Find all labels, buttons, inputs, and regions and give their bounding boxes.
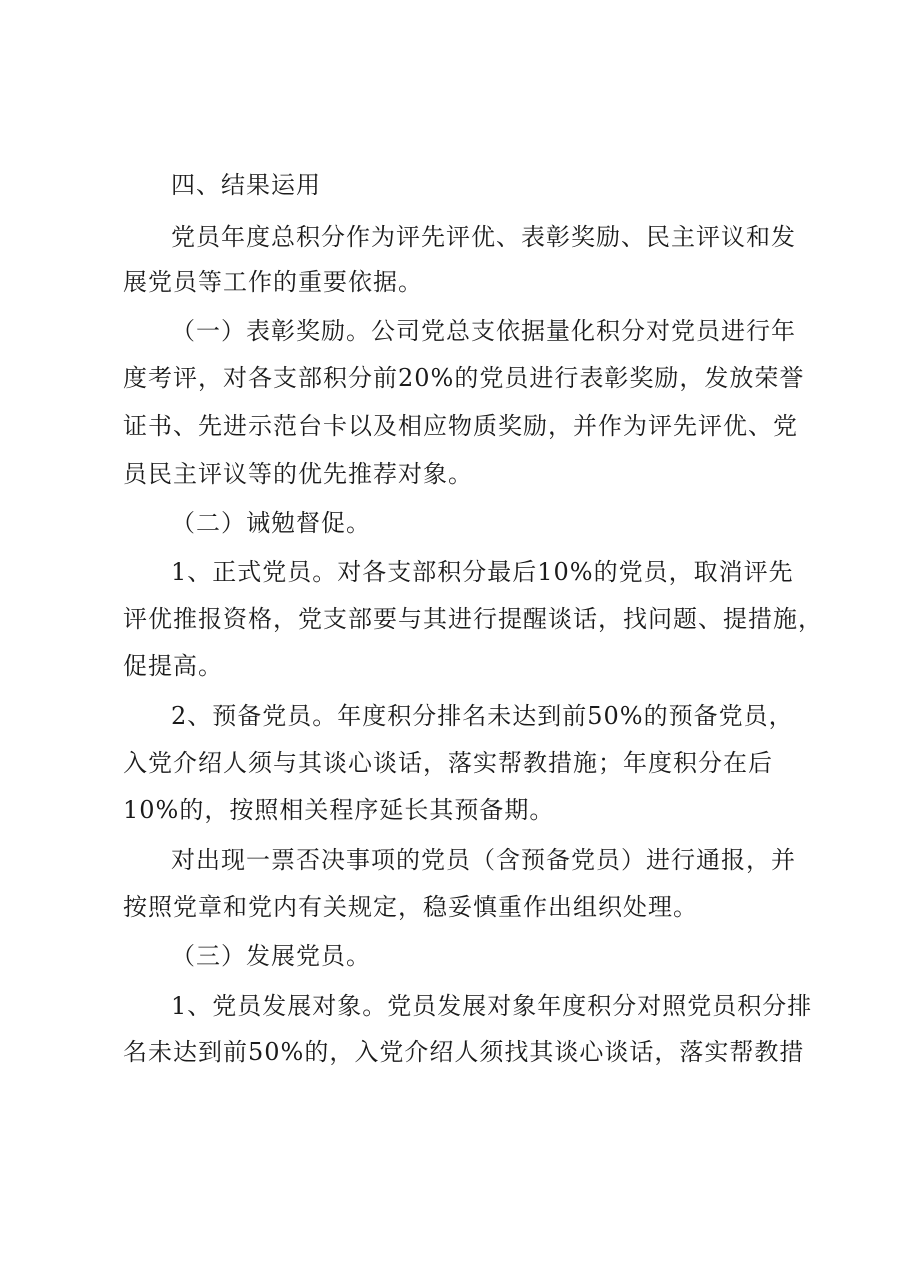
paragraph-line: 党员年度总积分作为评先评优、表彰奖励、民主评议和发 (171, 223, 796, 251)
paragraph-line: 展党员等工作的重要依据。 (123, 268, 423, 296)
paragraph-line: 2、预备党员。年度积分排名未达到前50%的预备党员， (171, 702, 794, 730)
subheading-development: （三）发展党员。 (171, 942, 371, 970)
paragraph-line: 名未达到前50%的，入党介绍人须找其谈心谈话，落实帮教措 (123, 1038, 805, 1066)
paragraph-line: 1、党员发展对象。党员发展对象年度积分对照党员积分排 (171, 992, 813, 1020)
subheading-admonition: （二）诫勉督促。 (171, 509, 371, 537)
paragraph-line: 10%的，按照相关程序延长其预备期。 (123, 796, 555, 824)
paragraph-line: 1、正式党员。对各支部积分最后10%的党员，取消评先 (171, 558, 794, 586)
subheading-commendation: （一）表彰奖励。公司党总支依据量化积分对党员进行年 (171, 317, 796, 345)
paragraph-line: 按照党章和党内有关规定，稳妥慎重作出组织处理。 (123, 893, 698, 921)
paragraph-line: 度考评，对各支部积分前20%的党员进行表彰奖励，发放荣誉 (123, 364, 805, 392)
paragraph-line: 评优推报资格，党支部要与其进行提醒谈话，找问题、提措施， (123, 605, 823, 633)
paragraph-line: 促提高。 (123, 652, 223, 680)
paragraph-line: 员民主评议等的优先推荐对象。 (123, 460, 473, 488)
paragraph-line: 对出现一票否决事项的党员（含预备党员）进行通报，并 (171, 846, 796, 874)
section-heading-results: 四、结果运用 (171, 171, 321, 199)
paragraph-line: 证书、先进示范台卡以及相应物质奖励，并作为评先评优、党 (123, 412, 798, 440)
paragraph-line: 入党介绍人须与其谈心谈话，落实帮教措施；年度积分在后 (123, 749, 773, 777)
